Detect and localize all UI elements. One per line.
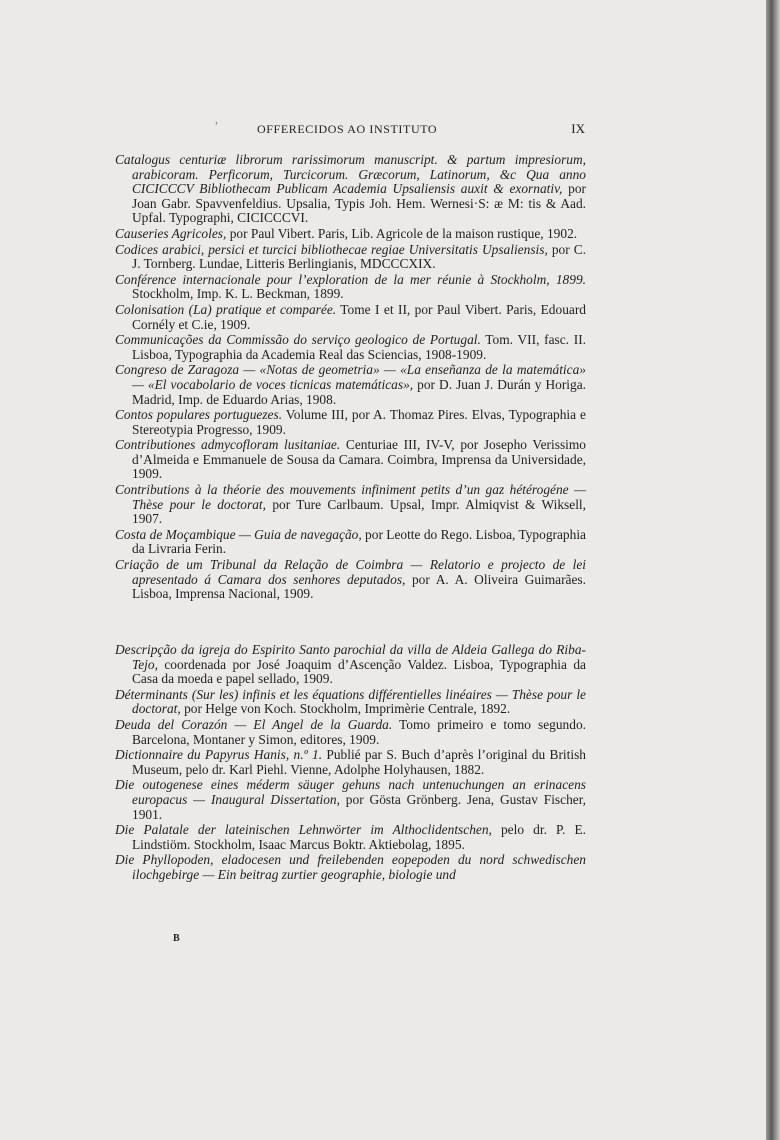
catalog-entry: Descripção da igreja do Espirito Santo parochial da villa de Aldeia Gallega do Riba-Tejo, coordenada por José Joaquim d’Ascenção Valdez. Lisboa, Typographia da Casa da moeda e papel sellado, 1909. xyxy=(115,642,586,687)
catalog-entry: Causeries Agricoles, por Paul Vibert. Paris, Lib. Agricole de la maison rustique, 1902. xyxy=(115,225,578,241)
page-number: IX xyxy=(571,121,585,136)
catalog-entry: Déterminants (Sur les) infinis et les équations différentielles linéaires — Thèse pour le doctorat, por Helge von Koch. Stockholm, Imprimèrie Centrale, 1892. xyxy=(115,686,586,717)
catalog-entry: Die Phyllopoden, eladocesen und freilebenden eopepoden du nord schwedischen ilochgebirge — Ein beitrag zurtier geographie, biologie und xyxy=(115,852,586,882)
catalog-entry: Conférence internacionale pour l’exploration de la mer réunie à Stockholm, 1899. Stockholm, Imp. K. L. Beckman, 1899. xyxy=(115,271,586,302)
catalog-entry: Congreso de Zaragoza — «Notas de geometria» — «La enseñanza de la matemática» — «El vocabolario de voces ticnicas matemáticas», por D. Juan J. Durán y Horiga. Madrid, Imp. de Eduardo Arias, 1908. xyxy=(115,362,586,407)
catalog-entry: Die outogenese eines méderm säuger gehuns nach untenuchungen an erinacens europacus — Inaugural Dissertation, por Gösta Grönberg. Jena, Gustav Fischer, 1901. xyxy=(115,777,586,822)
entry-list-bottom xyxy=(115,643,586,884)
catalog-entry: Contos populares portuguezes. Volume III, por A. Thomaz Pires. Elvas, Typographia e Stereotypia Progresso, 1909. xyxy=(115,407,586,437)
page-header xyxy=(115,122,585,138)
catalog-entry: Contributions à la théorie des mouvements infiniment petits d’un gaz hétérogéne — Thèse pour le doctorat, por Ture Carlbaum. Upsal, Impr. Almiqvist & Wiksell, 1907. xyxy=(115,482,586,527)
catalog-entry: Die Palatale der lateinischen Lehnwörter im Althoclidentschen, pelo dr. P. E. Lindstiöm. Stockholm, Isaac Marcus Boktr. Aktiebolag, 1895. xyxy=(115,822,586,852)
catalog-entry: Costa de Moçambique — Guia de navegação, por Leotte do Rego. Lisboa, Typographia da Livraria Ferin. xyxy=(115,526,586,557)
catalog-entry: Criação de um Tribunal da Relação de Coimbra — Relatorio e projecto de lei apresentado á Camara dos senhores deputados, por A. A. Oliveira Guimarães. Lisboa, Imprensa Nacional, 1909. xyxy=(115,557,586,602)
catalog-entry: Codices arabici, persici et turcici bibliothecae regiae Universitatis Upsaliensis, por C. J. Tornberg. Lundae, Litteris Berlingianis, MDCCCXIX. xyxy=(115,241,586,272)
stray-mark: , xyxy=(215,112,218,126)
catalog-entry: Colonisation (La) pratique et comparée. Tome I et II, por Paul Vibert. Paris, Edouard Cornély et C.ie, 1909. xyxy=(115,301,586,332)
signature-mark: B xyxy=(173,933,180,944)
catalog-entry: Communicações da Commissão do serviço geologico de Portugal. Tom. VII, fasc. II. Lisboa, Typographia da Academia Real das Sciencias, 1908-1909. xyxy=(115,332,587,362)
catalog-entry: Dictionnaire du Papyrus Hanis, n.º 1. Publié par S. Buch d’après l’original du British Museum, pelo dr. Karl Piehl. Vienne, Adolphe Holyhausen, 1882. xyxy=(115,747,586,777)
catalog-entry: Contributiones admycofloram lusitaniae. Centuriae III, IV-V, por Josepho Verissimo d’Almeida e Emmanuele de Sousa da Camara. Coimbra, Imprensa da Universidade, 1909. xyxy=(115,437,586,482)
entry-list-top xyxy=(115,153,586,603)
page-edge-shadow xyxy=(766,0,780,1140)
catalog-entry: Catalogus centuriæ librorum rarissimorum manuscript. & partum impresiorum, arabicoram. Perficorum, Turcicorum. Græcorum, Latinorum, &c Qua anno CICICCCV Bibliothecam Publicam Academia Upsaliensis auxit & exornativ, por Joan Gabr. Spavvenfeldius. Upsalia, Typis Joh. Hem. Wernesi·S: æ M: tis & Aad. Upfal. Typographi, CICICCCVI. xyxy=(115,152,586,226)
running-title: OFFERECIDOS AO INSTITUTO xyxy=(257,122,438,136)
catalog-entry: Deuda del Corazón — El Angel de la Guarda. Tomo primeiro e tomo segundo. Barcelona, Montaner y Simon, editores, 1909. xyxy=(115,716,586,747)
